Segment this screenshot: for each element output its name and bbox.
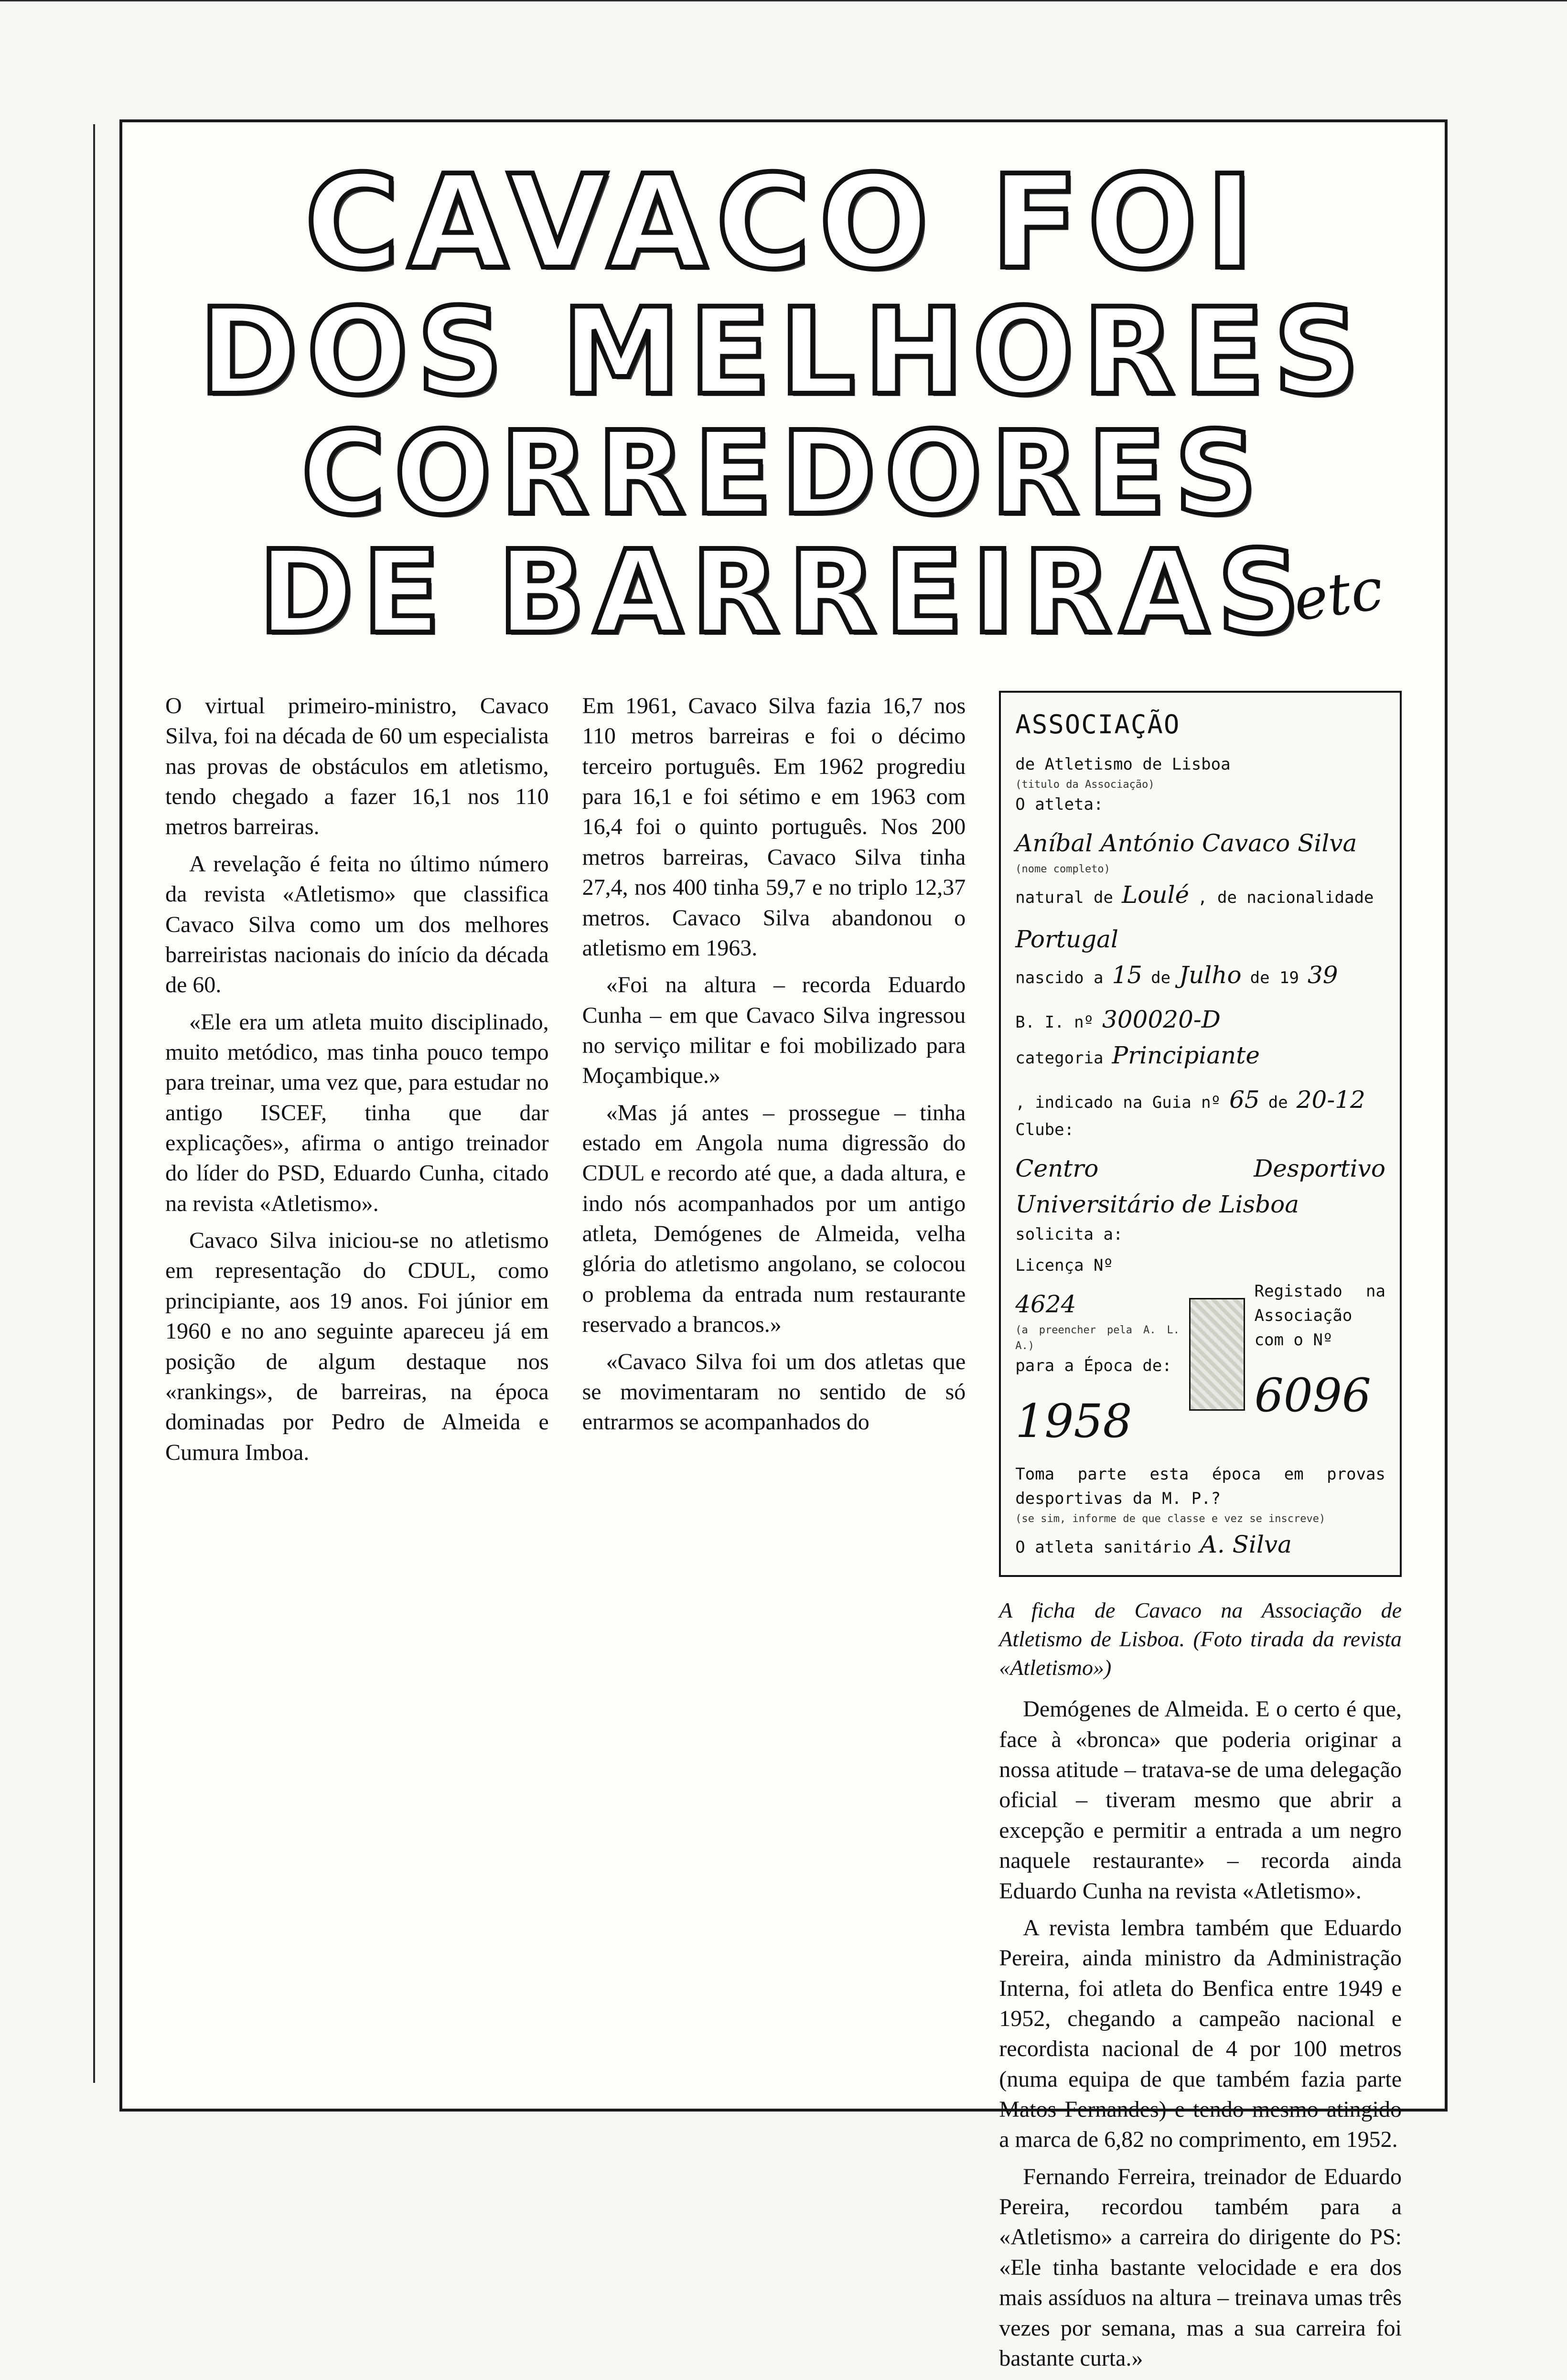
card-athlete-name: Aníbal António Cavaco Silva xyxy=(1015,829,1357,857)
card-sanitary-label: O atleta sanitário xyxy=(1015,1537,1191,1557)
card-nationality-label: , de nacionalidade xyxy=(1198,888,1374,907)
scan-edge-top xyxy=(0,0,1567,1)
article-column-1 xyxy=(165,691,549,2380)
card-club-value: Centro Desportivo Universitário de Lisboa xyxy=(1015,1154,1385,1218)
card-nationality-value: Portugal xyxy=(1015,925,1118,953)
card-guide-label: , indicado na Guia nº xyxy=(1015,1093,1221,1112)
col1-paragraph-3: «Ele era um atleta muito disciplinado, muito metódico, mas tinha pouco tempo para treinar, uma vez que, para estudar no antigo ISCEF, tinha que dar explicações», afirma o antigo treinador do líder do PSD, Eduardo Cunha, citado na revista «Atletismo». xyxy=(165,1009,549,1216)
card-mp-question: Toma parte esta época em provas desportivas da M. P.? xyxy=(1015,1464,1385,1508)
card-license-hint: (a preencher pela A. L. A.) xyxy=(1015,1324,1180,1352)
col1-paragraph-2: A revelação é feita no último número da revista «Atletismo» que classifica Cavaco Silva como um dos melhores barreiristas nacionais do início da década de 60. xyxy=(165,851,549,998)
card-association-name: de Atletismo de Lisboa xyxy=(1015,754,1231,774)
card-born-year-label: de 19 xyxy=(1250,968,1299,987)
card-bi-label: B. I. nº xyxy=(1015,1012,1094,1032)
headline-line-4: DE BARREIRAS xyxy=(258,525,1309,660)
card-guide-date-label: de xyxy=(1268,1093,1288,1112)
col1-paragraph-4: Cavaco Silva iniciou-se no atletismo em representação do CDUL, como principiante, aos 19 anos. Foi júnior em 1960 e no ano seguinte apareceu já em posição de algum destaque nos «rankings», de barreiras, na época dominadas por Pedro de Almeida e Cumura Imboa. xyxy=(165,1228,549,1465)
card-guide-date: 20-12 xyxy=(1296,1085,1365,1114)
card-request-label: solicita a: xyxy=(1015,1224,1123,1244)
col2-paragraph-4: «Cavaco Silva foi um dos atletas que se movimentaram no sentido de só entrarmos se acompanhados do xyxy=(582,1349,966,1435)
card-full-name-hint: (nome completo) xyxy=(1015,863,1110,875)
athlete-license-card xyxy=(999,691,1402,1577)
card-season-label: para a Época de: xyxy=(1015,1356,1172,1375)
card-sanitary-signature: A. Silva xyxy=(1200,1530,1292,1558)
headline-line-2: DOS MELHORES xyxy=(199,282,1368,421)
article-column-2 xyxy=(582,691,966,2380)
card-mp-hint: (se sim, informe de que classe e vez se inscreve) xyxy=(1015,1512,1326,1525)
article-columns xyxy=(165,691,1402,2380)
col3-paragraph-1: Demógenes de Almeida. E o certo é que, face à «bronca» que poderia originar a nossa atitude – tratava-se de uma delegação oficial – tiveram mesmo que abrir a excepção e permitir a entrada a um negro naquele restaurante» – recorda ainda Eduardo Cunha na revista «Atletismo». xyxy=(999,1696,1402,1904)
card-born-day: 15 xyxy=(1112,961,1143,989)
card-born-label: nascido a xyxy=(1015,968,1104,987)
photo-caption: A ficha de Cavaco na Associação de Atletismo de Lisboa. (Foto tirada da revista «Atletismo») xyxy=(999,1597,1402,1680)
card-guide-value: 65 xyxy=(1229,1085,1260,1114)
card-title-hint: (titulo da Associação) xyxy=(1015,778,1155,791)
card-born-year: 39 xyxy=(1307,961,1338,989)
col2-paragraph-3: «Mas já antes – prossegue – tinha estado em Angola numa digressão do CDUL e recordo até que, a dada altura, e indo nós acompanhados por um antigo atleta, Demógenes de Almeida, velha glória do atletismo angolano, se colocou o problema da entrada num restaurante reservado a brancos.» xyxy=(582,1100,966,1338)
card-registered-with: com o Nº xyxy=(1254,1330,1333,1350)
article-column-3 xyxy=(999,691,1402,2380)
card-association-title: ASSOCIAÇÃO xyxy=(1015,709,1181,740)
card-license-number: 4624 xyxy=(1015,1290,1076,1318)
card-born-month-label: de xyxy=(1151,968,1171,987)
handwritten-note: etc xyxy=(1289,556,1387,634)
card-bi-value: 300020-D xyxy=(1102,1005,1221,1033)
card-born-month: Julho xyxy=(1179,961,1242,989)
card-category-label: categoria xyxy=(1015,1048,1104,1068)
card-registered-label: Registado na Associação xyxy=(1254,1281,1385,1325)
card-athlete-label: O atleta: xyxy=(1015,794,1104,814)
col1-paragraph-1: O virtual primeiro-ministro, Cavaco Silva, foi na década de 60 um especialista nas provas de obstáculos em atletismo, tendo chegado a fazer 16,1 nos 110 metros barreiras. xyxy=(165,693,549,840)
card-natural-label: natural de xyxy=(1015,888,1113,907)
headline-line-3: CORREDORES xyxy=(301,406,1266,540)
headline xyxy=(165,147,1402,660)
card-license-row xyxy=(1015,1254,1385,1456)
athlete-photo xyxy=(1189,1298,1245,1411)
col2-paragraph-1: Em 1961, Cavaco Silva fazia 16,7 nos 110 metros barreiras e foi o décimo terceiro português. Em 1962 progrediu para 16,1 e foi sétimo e em 1963 com 16,4 foi o quinto português. Nos 200 metros barreiras, Cavaco Silva tinha 27,4, nos 400 tinha 59,7 e no triplo 12,37 metros. Cavaco Silva abandonou o atletismo em 1963. xyxy=(582,693,966,961)
card-season-value: 1958 xyxy=(1015,1394,1132,1448)
col2-paragraph-2: «Foi na altura – recorda Eduardo Cunha – em que Cavaco Silva ingressou no serviço militar e foi mobilizado para Moçambique.» xyxy=(582,972,966,1089)
headline-line-1: CAVACO FOI xyxy=(304,147,1263,298)
newspaper-clipping xyxy=(119,119,1448,2371)
card-club-label: Clube: xyxy=(1015,1120,1074,1139)
scan-edge-left xyxy=(93,124,95,2083)
card-license-label: Licença Nº xyxy=(1015,1255,1113,1275)
card-registered-number: 6096 xyxy=(1254,1368,1371,1422)
card-category-value: Principiante xyxy=(1112,1041,1260,1069)
card-natural-value: Loulé xyxy=(1121,880,1190,909)
col3-paragraph-3: Fernando Ferreira, treinador de Eduardo Pereira, recordou também para a «Atletismo» a carreira do dirigente do PS: «Ele tinha bastante velocidade e era dos mais assíduos na altura – treinava umas três vezes por semana, mas a sua carreira foi bastante curta.» xyxy=(999,2164,1402,2371)
col3-paragraph-2: A revista lembra também que Eduardo Pereira, ainda ministro da Administração Interna, foi atleta do Benfica entre 1949 e 1952, chegando a campeão nacional e recordista nacional de 4 por 100 metros (numa equipa de que também fazia parte Matos Fernandes) e tendo mesmo atingido a marca de 6,82 no comprimento, em 1952. xyxy=(999,1915,1402,2153)
